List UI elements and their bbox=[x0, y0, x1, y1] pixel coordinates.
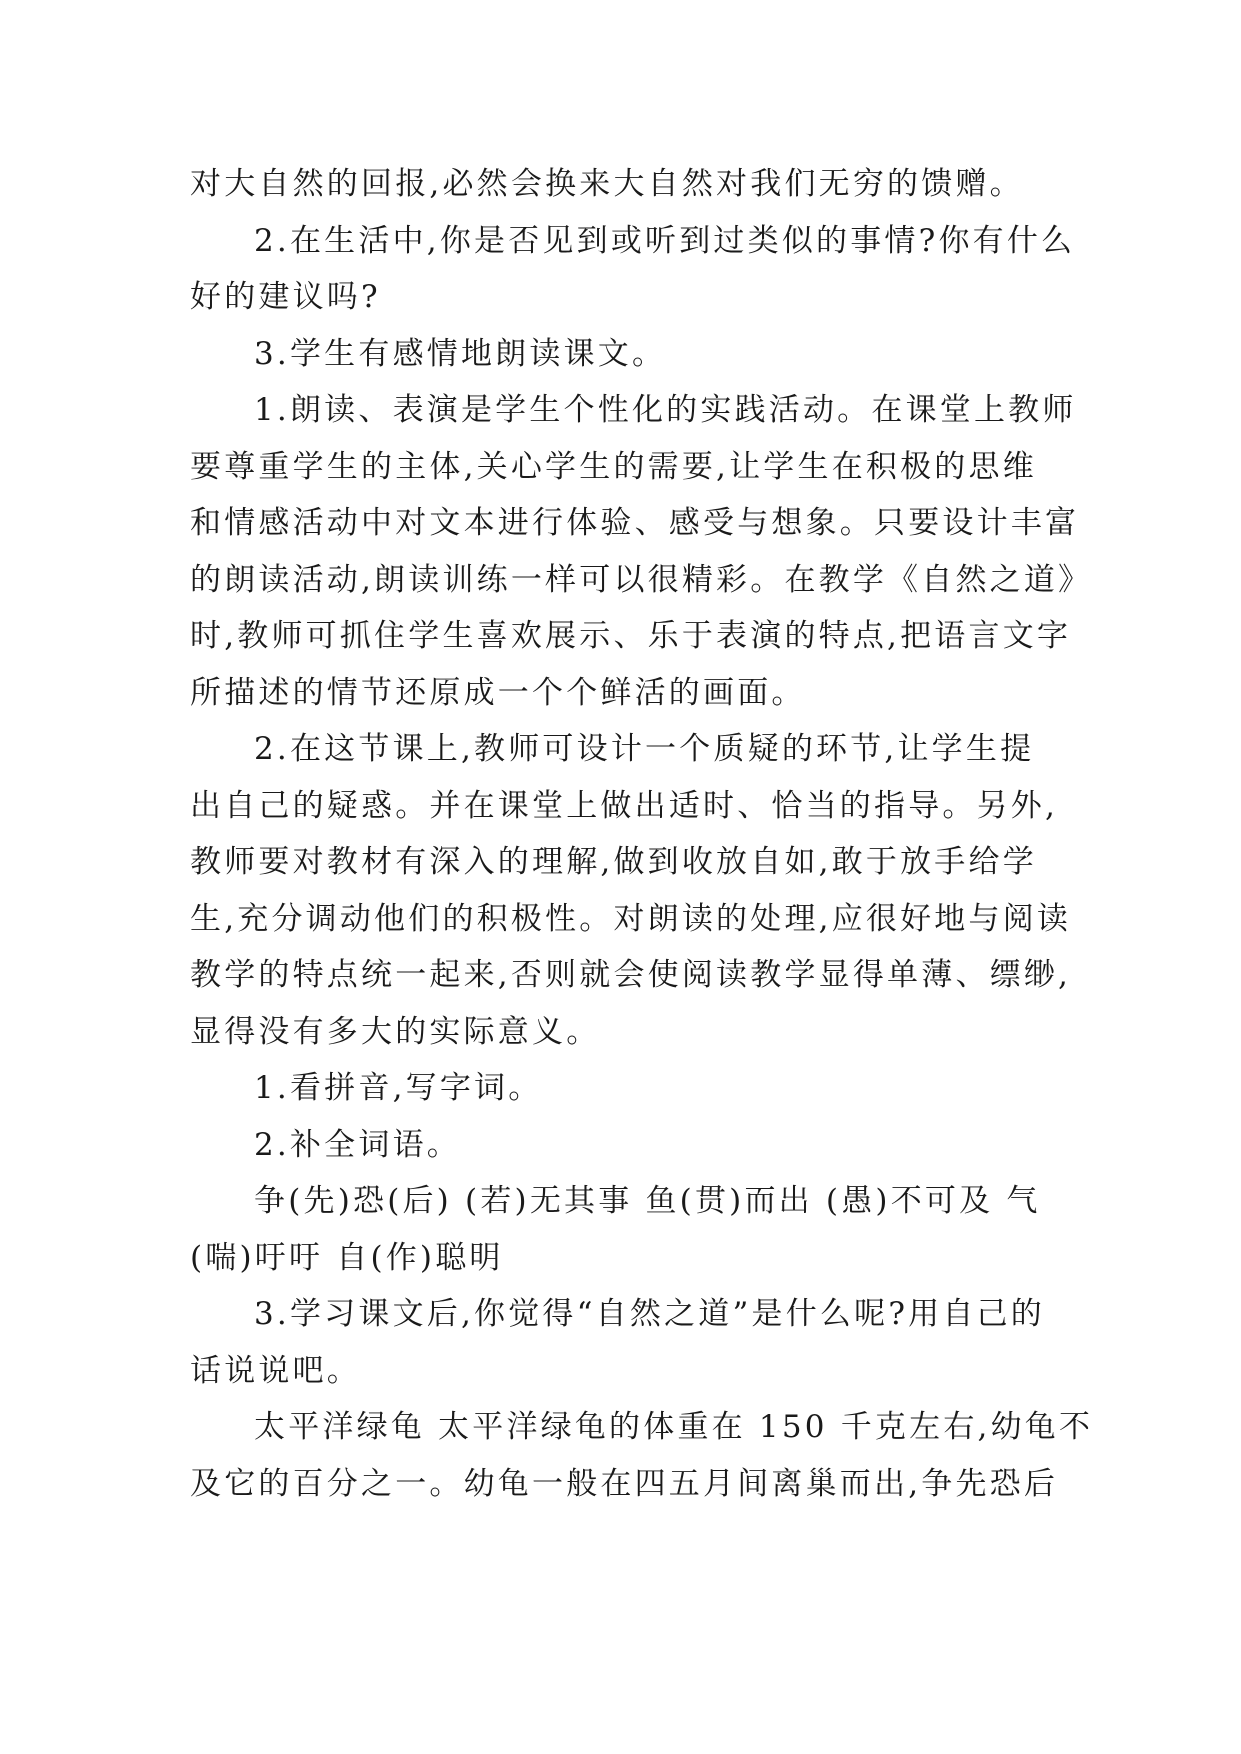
text-line: 时,教师可抓住学生喜欢展示、乐于表演的特点,把语言文字 bbox=[190, 618, 1072, 654]
text-line: 对大自然的回报,必然会换来大自然对我们无穷的馈赠。 bbox=[190, 166, 1024, 202]
text-line: 1.看拼音,写字词。 bbox=[254, 1070, 543, 1106]
text-line: 出自己的疑惑。并在课堂上做出适时、恰当的指导。另外, bbox=[190, 787, 1059, 824]
text-line: 话说说吧。 bbox=[190, 1352, 361, 1389]
text-line: 太平洋绿龟 太平洋绿龟的体重在 150 千克左右,幼龟不 bbox=[254, 1409, 1094, 1445]
text-line: 2.在生活中,你是否见到或听到过类似的事情?你有什么 bbox=[254, 222, 1076, 259]
text-line: 和情感活动中对文本进行体验、感受与想象。只要设计丰富 bbox=[190, 505, 1080, 541]
text-line: 2.补全词语。 bbox=[254, 1126, 461, 1163]
text-line: 争(先)恐(后) (若)无其事 鱼(贯)而出 (愚)不可及 气 bbox=[254, 1183, 1041, 1219]
text-line: 3.学生有感情地朗读课文。 bbox=[254, 335, 667, 372]
text-line: 好的建议吗? bbox=[190, 279, 381, 315]
text-line: 的朗读活动,朗读训练一样可以很精彩。在教学《自然之道》 bbox=[190, 561, 1093, 598]
text-line: 1.朗读、表演是学生个性化的实践活动。在课堂上教师 bbox=[254, 392, 1077, 428]
text-line: 显得没有多大的实际意义。 bbox=[190, 1013, 601, 1050]
text-line: 要尊重学生的主体,关心学生的需要,让学生在积极的思维 bbox=[190, 448, 1037, 485]
text-line: (喘)吁吁 自(作)聪明 bbox=[190, 1239, 504, 1276]
text-line: 3.学习课文后,你觉得“自然之道”是什么呢?用自己的 bbox=[254, 1296, 1045, 1332]
document-body bbox=[190, 156, 1094, 1512]
text-line: 教师要对教材有深入的理解,做到收放自如,敢于放手给学 bbox=[190, 844, 1037, 880]
text-line: 及它的百分之一。幼龟一般在四五月间离巢而出,争先恐后 bbox=[190, 1465, 1059, 1502]
text-line: 教学的特点统一起来,否则就会使阅读教学显得单薄、缥缈, bbox=[190, 957, 1072, 993]
text-line: 2.在这节课上,教师可设计一个质疑的环节,让学生提 bbox=[254, 731, 1035, 767]
text-line: 所描述的情节还原成一个个鲜活的画面。 bbox=[190, 674, 806, 711]
text-line: 生,充分调动他们的积极性。对朗读的处理,应很好地与阅读 bbox=[190, 900, 1072, 937]
